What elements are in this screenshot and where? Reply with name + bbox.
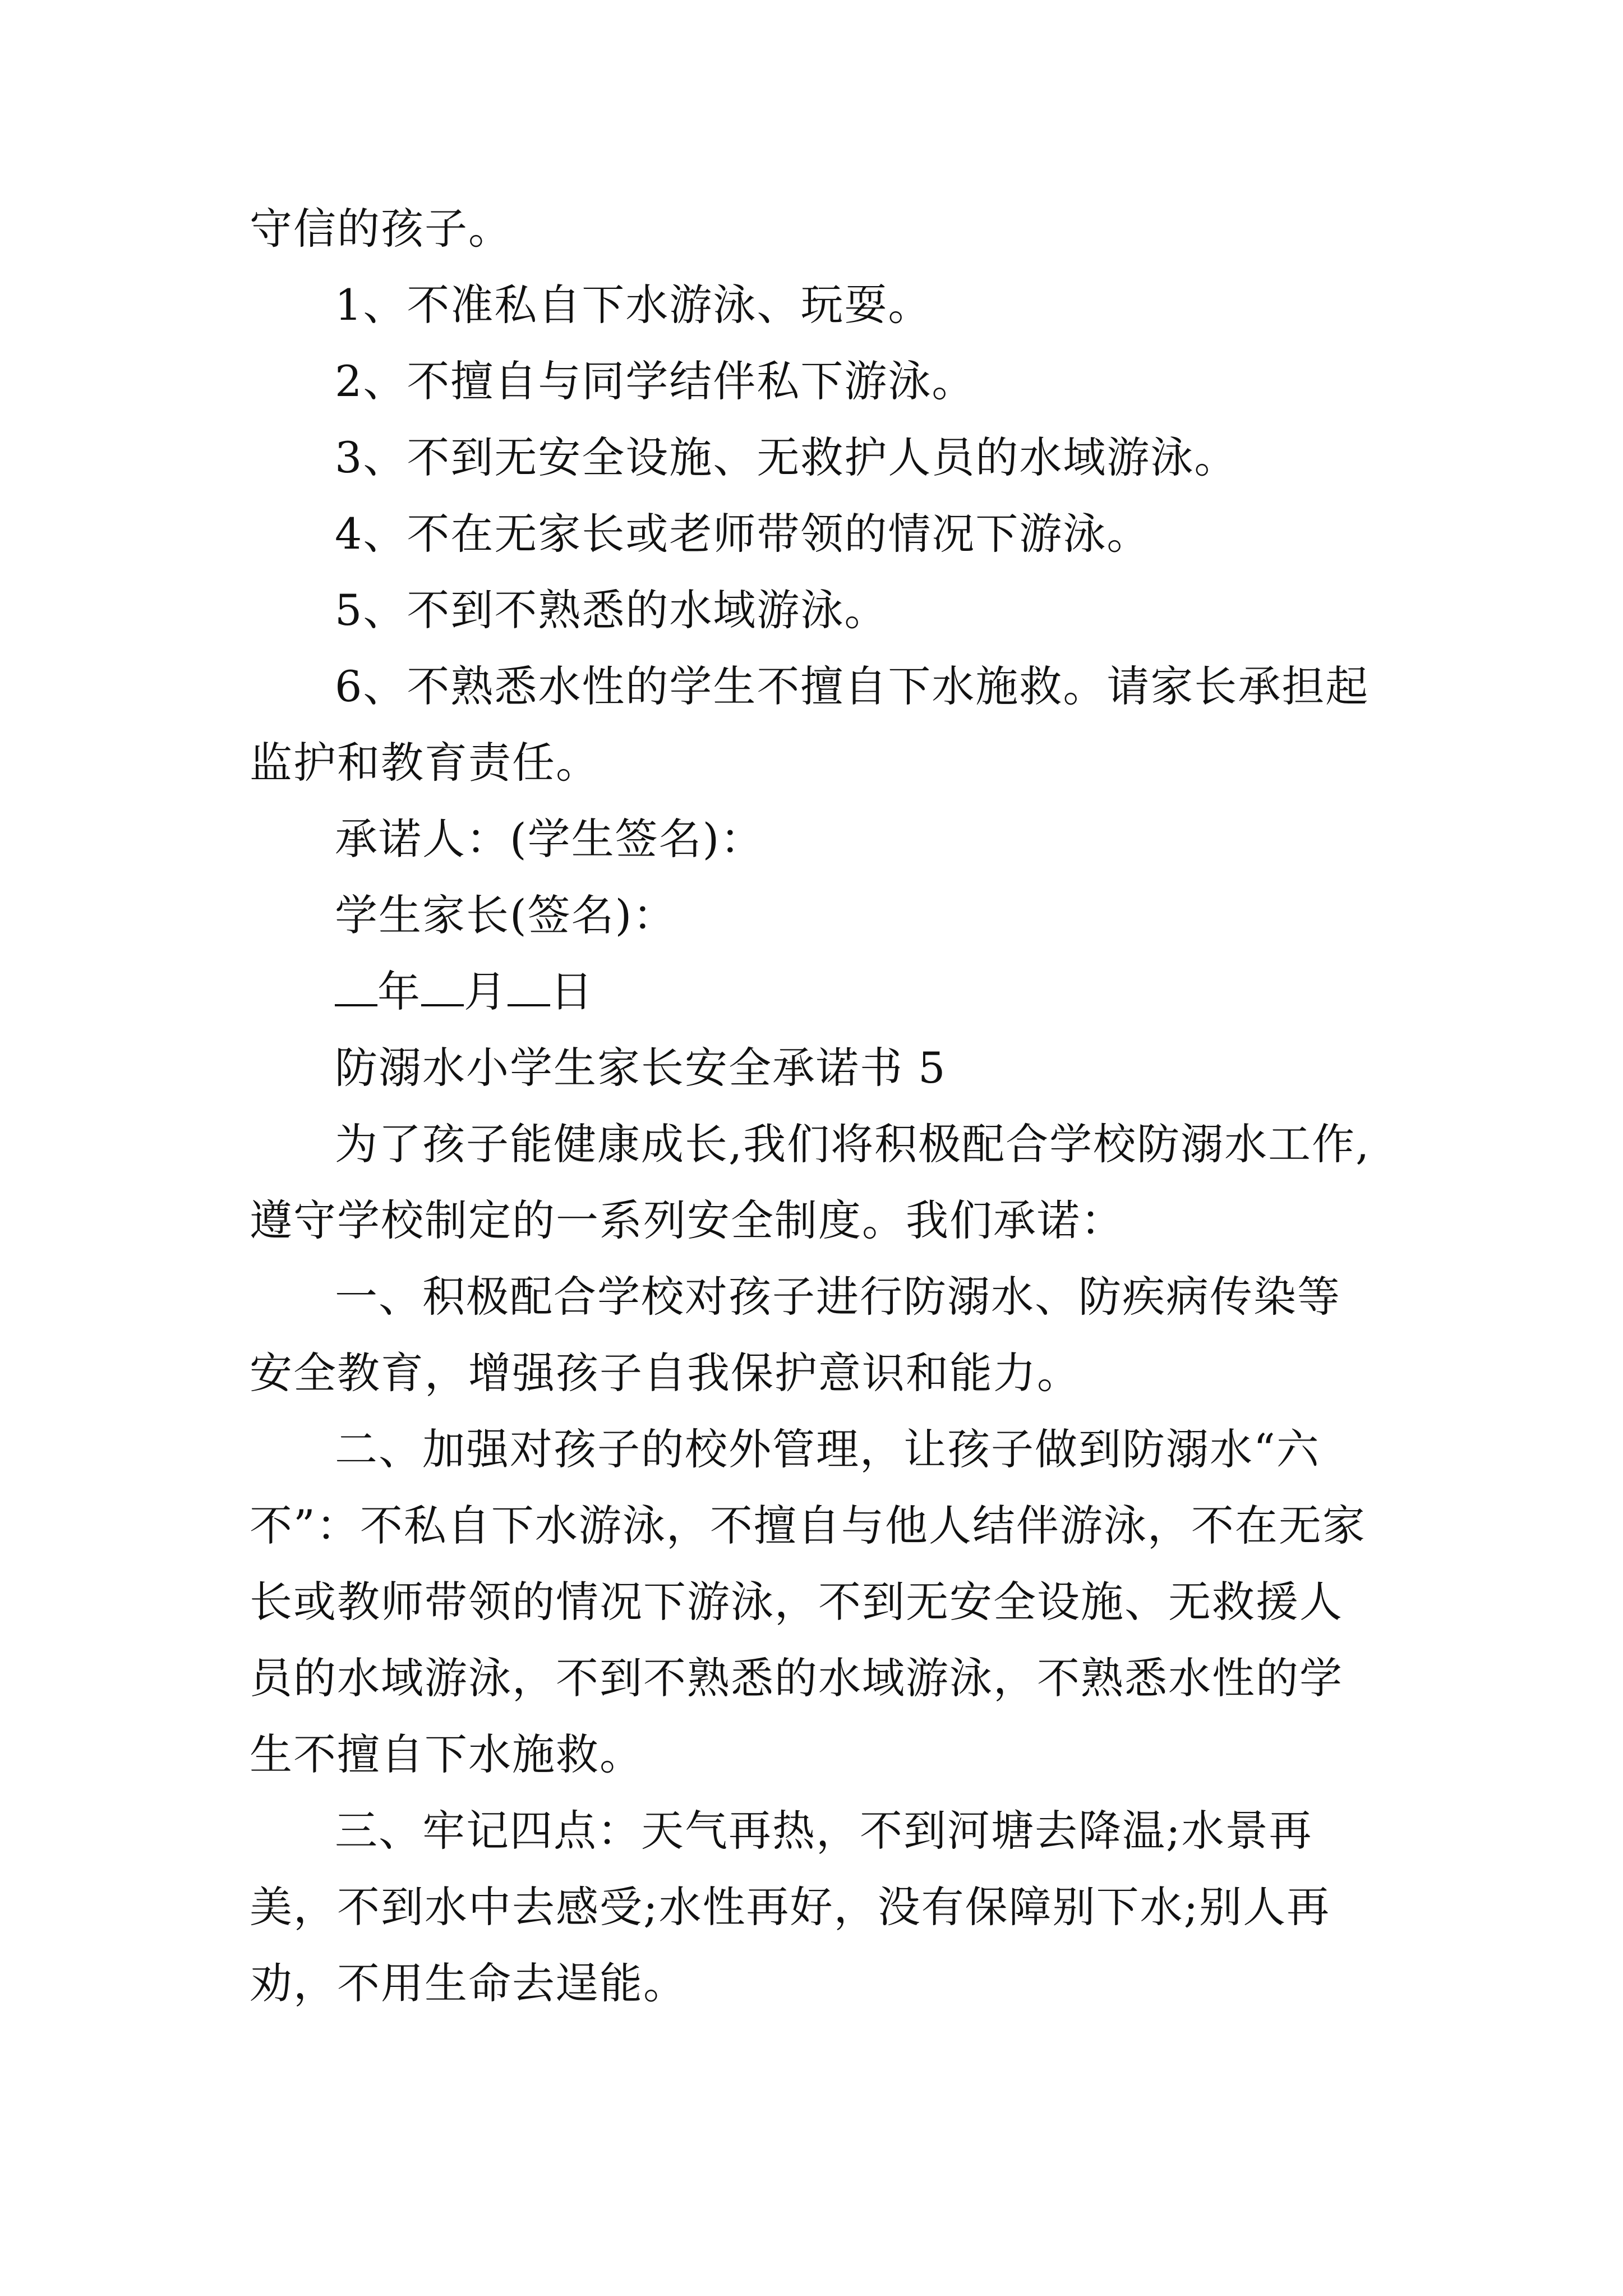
document-body [250, 191, 1382, 2022]
student-signature-line: 承诺人：(学生签名)： [335, 814, 764, 864]
lead-line: 守信的孩子。 [250, 204, 512, 254]
commitment-paragraph-1: 一、积极配合学校对孩子进行防溺水、防疾病传染等安全教育，增强孩子自我保护意识和能力。 [250, 1272, 1341, 1398]
rule-item-4: 4、不在无家长或老师带领的情况下游泳。 [335, 509, 1151, 559]
year-label: 年 [377, 967, 421, 1016]
date-line [250, 954, 1382, 1030]
day-blank [508, 968, 550, 1006]
commitment-paragraph-2: 二、加强对孩子的校外管理，让孩子做到防溺水“六不”：不私自下水游泳，不擅自与他人结伴游泳，不在无家长或教师带领的情况下游泳，不到无安全设施、无救援人员的水域游泳，不到不熟悉的水域游泳，不熟悉水性的学生不擅自下水施救。 [250, 1424, 1366, 1779]
section-title: 防溺水小学生家长安全承诺书 5 [335, 1043, 947, 1093]
day-label: 日 [550, 967, 594, 1016]
rule-item-5: 5、不到不熟悉的水域游泳。 [335, 585, 888, 635]
intro-paragraph: 为了孩子能健康成长,我们将积极配合学校防溺水工作,遵守学校制定的一系列安全制度。我们承诺： [250, 1119, 1371, 1245]
rule-item-6: 6、不熟悉水性的学生不擅自下水施救。请家长承担起监护和教育责任。 [250, 661, 1370, 788]
rule-item-1: 1、不准私自下水游泳、玩耍。 [335, 280, 932, 330]
commitment-paragraph-3: 三、牢记四点：天气再热，不到河塘去降温;水景再美，不到水中去感受;水性再好，没有保障别下水;别人再劝，不用生命去逞能。 [250, 1806, 1331, 2008]
month-blank [421, 968, 464, 1006]
parent-signature-line: 学生家长(签名)： [335, 890, 677, 940]
year-blank [335, 968, 377, 1006]
rule-item-3: 3、不到无安全设施、无救护人员的水域游泳。 [335, 432, 1238, 482]
rule-item-2: 2、不擅自与同学结伴私下游泳。 [335, 356, 976, 406]
month-label: 月 [464, 967, 508, 1016]
